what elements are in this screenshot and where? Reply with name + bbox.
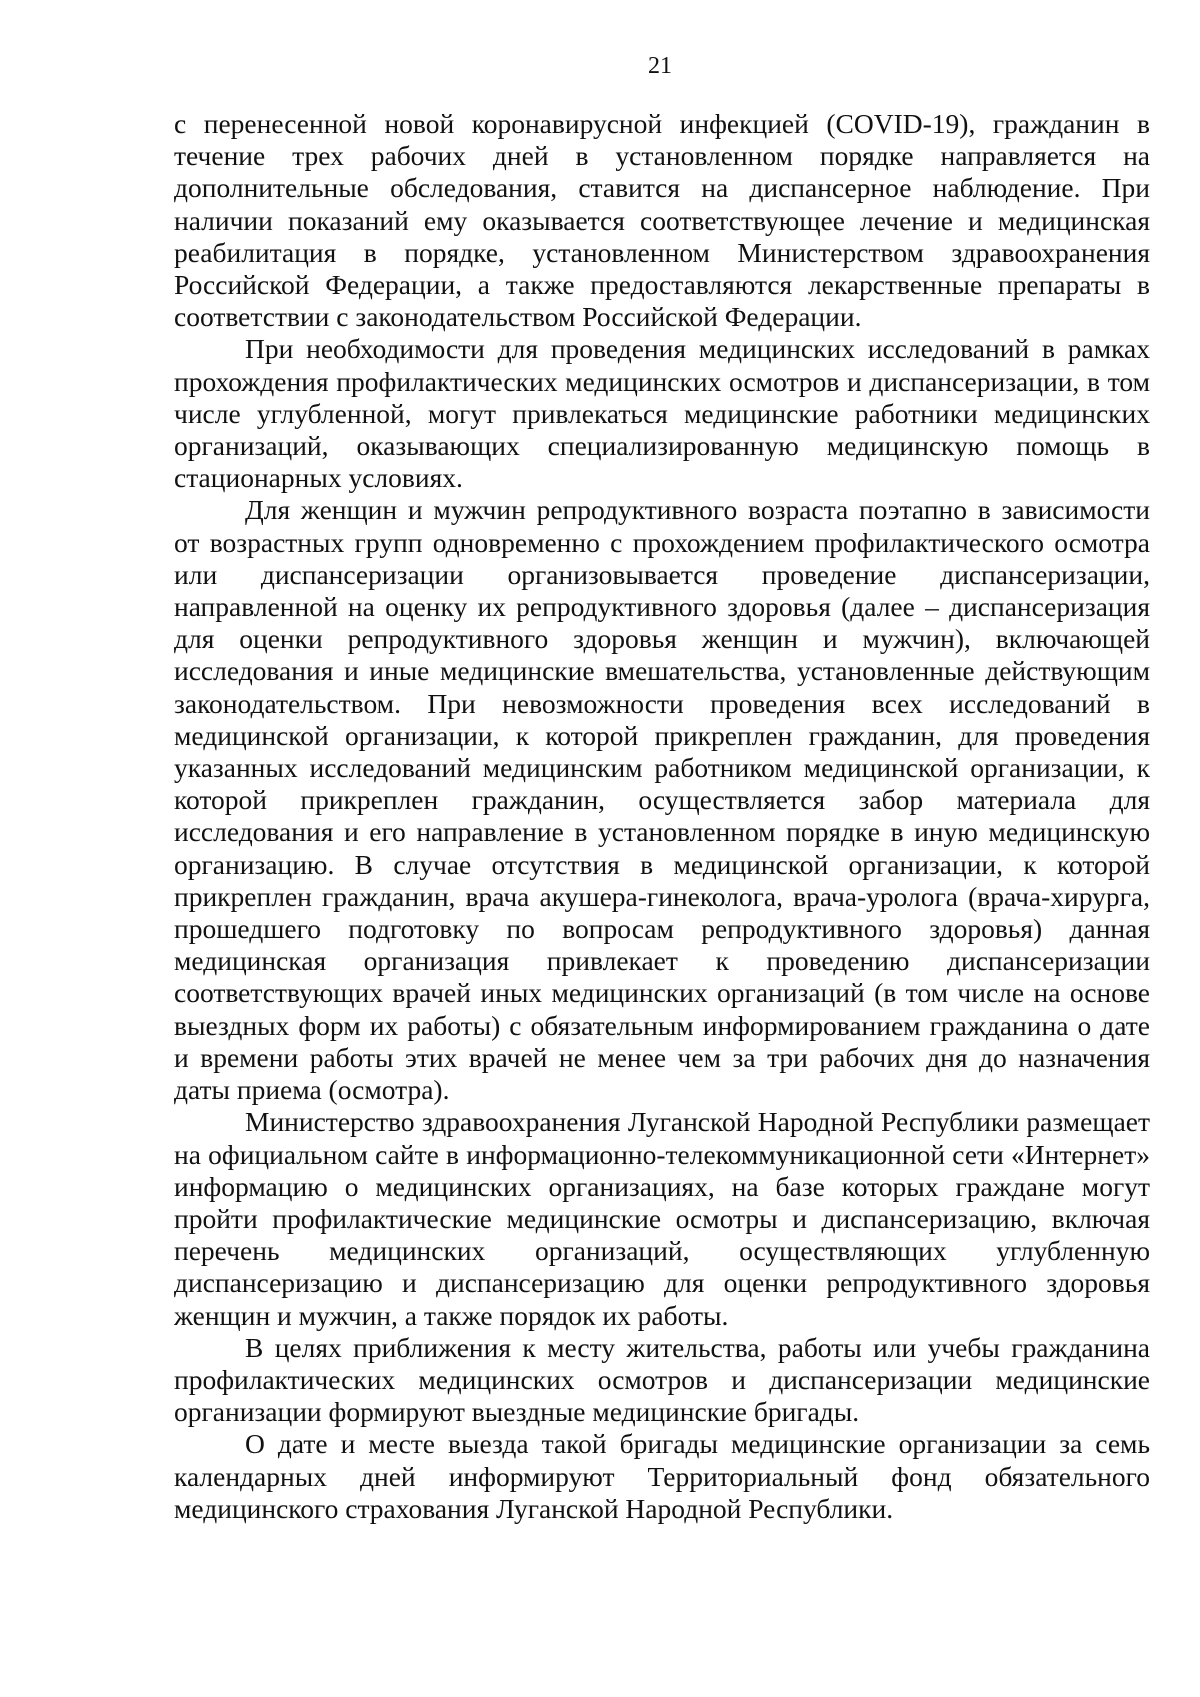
paragraph-reproductive-health: Для женщин и мужчин репродуктивного возраста поэтапно в зависимости от возрастных групп одновременно с прохождением профилактического осмотра или диспансеризации организовывается проведение диспансеризации, направленной на оценку их репродуктивного здоровья (далее – диспансеризация для оценки репродуктивного здоровья женщин и мужчин), включающей исследования и иные медицинские вмешательства, установленные действующим законодательством. При невозможности проведения всех исследований в медицинской организации, к которой прикреплен гражданин, для проведения указанных исследований медицинским работником медицинской организации, к которой прикреплен гражданин, осуществляется забор материала для исследования и его направление в установленном порядке в иную медицинскую организацию. В случае отсутствия в медицинской организации, к которой прикреплен гражданин, врача акушера-гинеколога, врача-уролога (врача-хирурга, прошедшего подготовку по вопросам репродуктивного здоровья) данная медицинская организация привлекает к проведению диспансеризации соответствующих врачей иных медицинских организаций (в том числе на основе выездных форм их работы) с обязательным информированием гражданина о дате и времени работы этих врачей не менее чем за три рабочих дня до назначения даты приема (осмотра). [174, 494, 1150, 1106]
paragraph-medical-staff: При необходимости для проведения медицинских исследований в рамках прохождения профилактических медицинских осмотров и диспансеризации, в том числе углубленной, могут привлекаться медицинские работники медицинских организаций, оказывающих специализированную медицинскую помощь в стационарных условиях. [174, 333, 1150, 494]
document-body [174, 108, 1150, 1525]
paragraph-team-notification: О дате и месте выезда такой бригады медицинские организации за семь календарных дней информируют Территориальный фонд обязательного медицинского страхования Луганской Народной Республики. [174, 1428, 1150, 1524]
paragraph-ministry-website: Министерство здравоохранения Луганской Народной Республики размещает на официальном сайте в информационно-телекоммуникационной сети «Интернет» информацию о медицинских организациях, на базе которых граждане могут пройти профилактические медицинские осмотры и диспансеризацию, включая перечень медицинских организаций, осуществляющих углубленную диспансеризацию и диспансеризацию для оценки репродуктивного здоровья женщин и мужчин, а также порядок их работы. [174, 1106, 1150, 1331]
page-number: 21 [648, 53, 672, 79]
paragraph-mobile-teams: В целях приближения к месту жительства, работы или учебы гражданина профилактических медицинских осмотров и диспансеризации медицинские организации формируют выездные медицинские бригады. [174, 1331, 1150, 1428]
paragraph-continuation: с перенесенной новой коронавирусной инфекцией (COVID-19), гражданин в течение трех рабочих дней в установленном порядке направляется на дополнительные обследования, ставится на диспансерное наблюдение. При наличии показаний ему оказывается соответствующее лечение и медицинская реабилитация в порядке, установленном Министерством здравоохранения Российской Федерации, а также предоставляются лекарственные препараты в соответствии с законодательством Российской Федерации. [174, 108, 1150, 333]
